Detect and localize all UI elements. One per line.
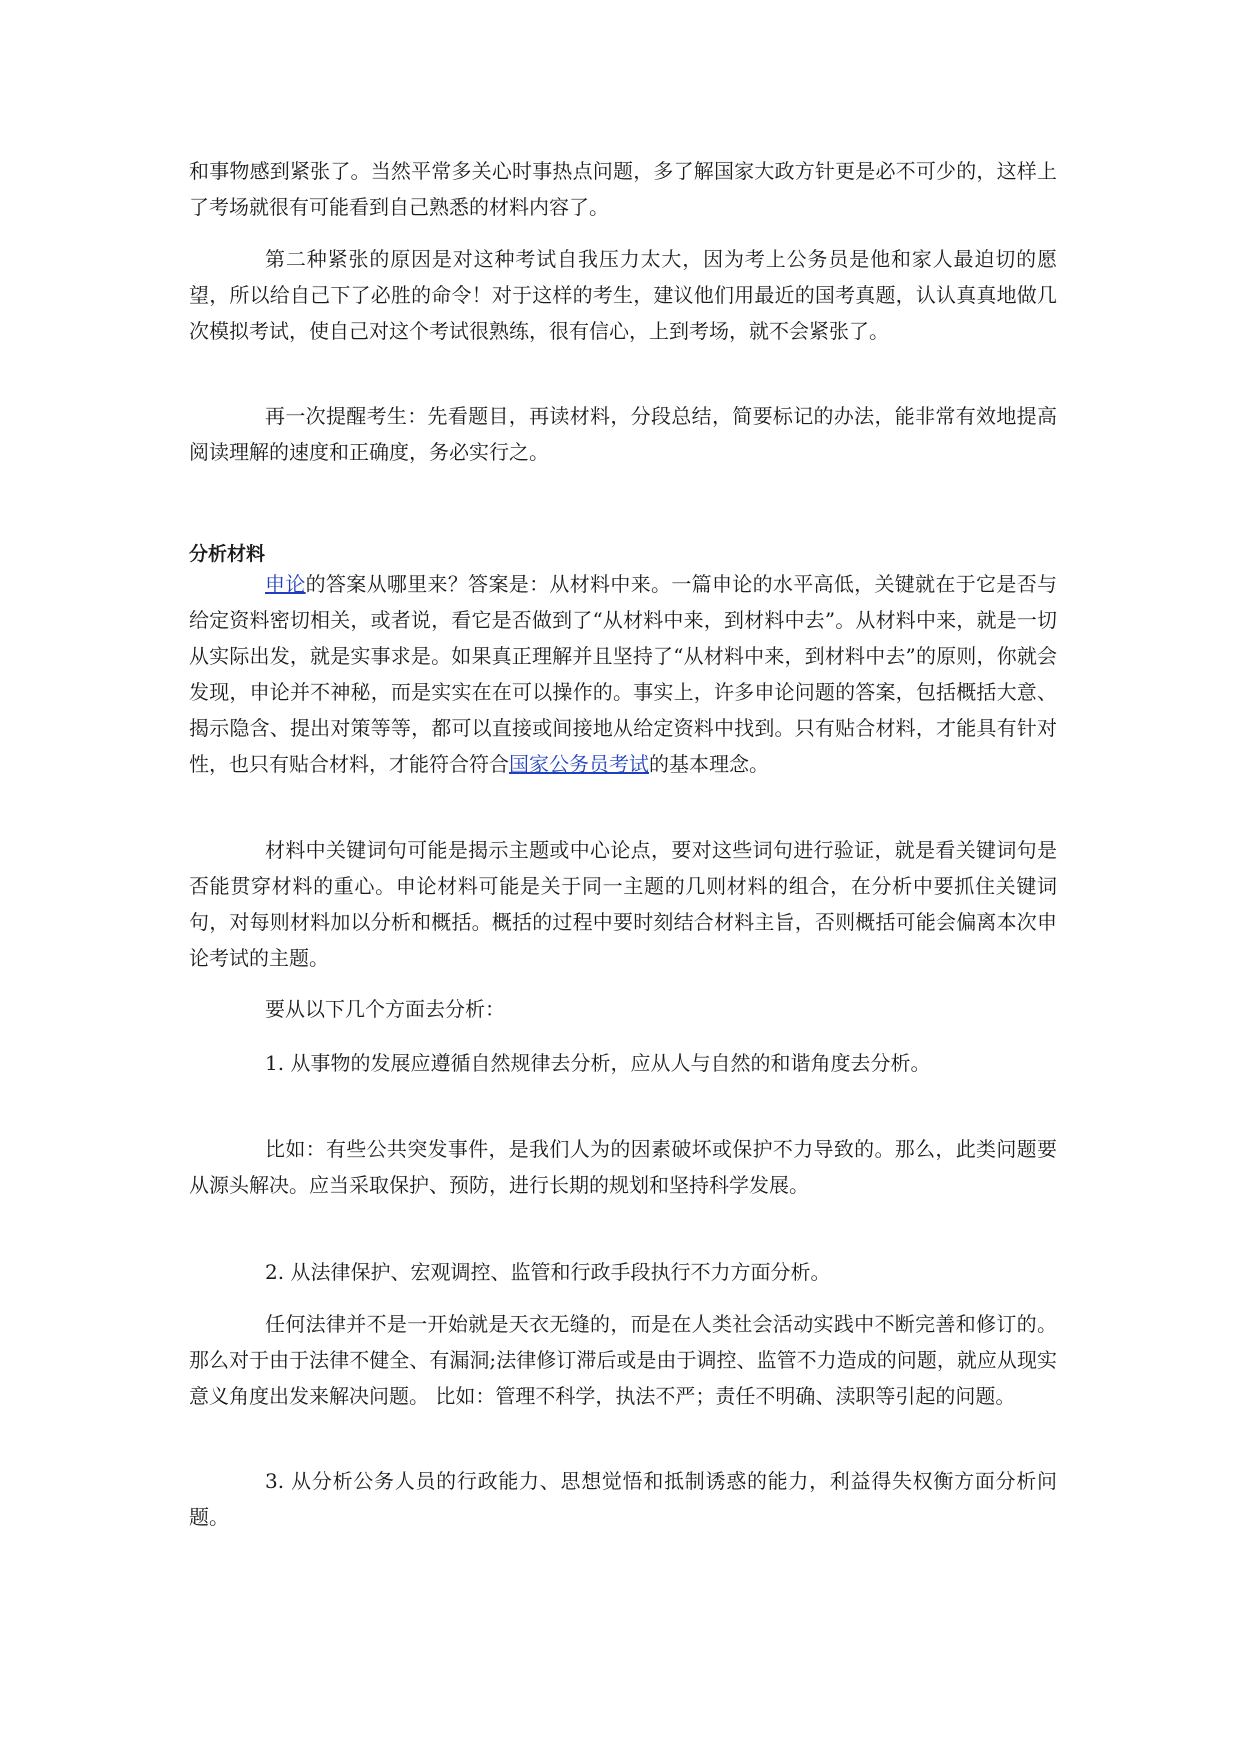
shenlun-link[interactable]: 申论	[265, 572, 306, 596]
civil-service-exam-link[interactable]: 国家公务员考试	[509, 752, 649, 776]
paragraph-tension-continued: 和事物感到紧张了。当然平常多关心时事热点问题，多了解国家大政方针更是必不可少的，这样上了考场就很有可能看到自己熟悉的材料内容了。	[189, 159, 1057, 219]
intro-text: 的答案从哪里来？答案是：从材料中来。一篇申论的水平高低，关键就在于它是否与给定资料密切相关，或者说，看它是否做到了“从材料中来，到材料中去”。从材料中来，就是一切从实际出发，就是实事求是。如果真正理解并且坚持了“从材料中来，到材料中去”的原则，你就会发现，申论并不神秘，而是实实在在可以操作的。事实上，许多申论问题的答案，包括概括大意、揭示隐含、提出对策等等，都可以直接或间接地从给定资料中找到。只有贴合材料，才能具有针对性，也只有贴合材料，才能符合符合	[189, 572, 1058, 776]
list-item-2: 2. 从法律保护、宏观调控、监管和行政手段执行不力方面分析。	[265, 1260, 831, 1284]
paragraph-keywords: 材料中关键词句可能是揭示主题或中心论点，要对这些词句进行验证，就是看关键词句是否能贯穿材料的重心。申论材料可能是关于同一主题的几则材料的组合，在分析中要抓住关键词句，对每则材料加以分析和概括。概括的过程中要时刻结合材料主旨，否则概括可能会偏离本次申论考试的主题。	[189, 838, 1057, 970]
list-item-3: 3. 从分析公务人员的行政能力、思想觉悟和抵制诱惑的能力，利益得失权衡方面分析问题。	[189, 1469, 1057, 1529]
intro-text-end: 的基本理念。	[649, 752, 769, 776]
list-item-1: 1. 从事物的发展应遵循自然规律去分析，应从人与自然的和谐角度去分析。	[265, 1051, 931, 1075]
paragraph-law: 任何法律并不是一开始就是天衣无缝的，而是在人类社会活动实践中不断完善和修订的。那么对于由于法律不健全、有漏洞;法律修订滞后或是由于调控、监管不力造成的问题，就应从现实意义角度出发来解决问题。 比如：管理不科学，执法不严；责任不明确、渎职等引起的问题。	[189, 1312, 1057, 1408]
paragraph-intro	[189, 566, 1057, 782]
document-page	[189, 0, 1057, 1754]
paragraph-aspects: 要从以下几个方面去分析：	[265, 997, 505, 1021]
section-heading: 分析材料	[189, 543, 266, 565]
paragraph-example-1: 比如：有些公共突发事件，是我们人为的因素破坏或保护不力导致的。那么，此类问题要从源头解决。应当采取保护、预防，进行长期的规划和坚持科学发展。	[189, 1137, 1057, 1197]
paragraph-reminder: 再一次提醒考生：先看题目，再读材料，分段总结，简要标记的办法，能非常有效地提高阅读理解的速度和正确度，务必实行之。	[189, 404, 1057, 464]
paragraph-second-tension: 第二种紧张的原因是对这种考试自我压力太大，因为考上公务员是他和家人最迫切的愿望，所以给自己下了必胜的命令！对于这样的考生，建议他们用最近的国考真题，认认真真地做几次模拟考试，使自己对这个考试很熟练，很有信心，上到考场，就不会紧张了。	[189, 247, 1057, 343]
